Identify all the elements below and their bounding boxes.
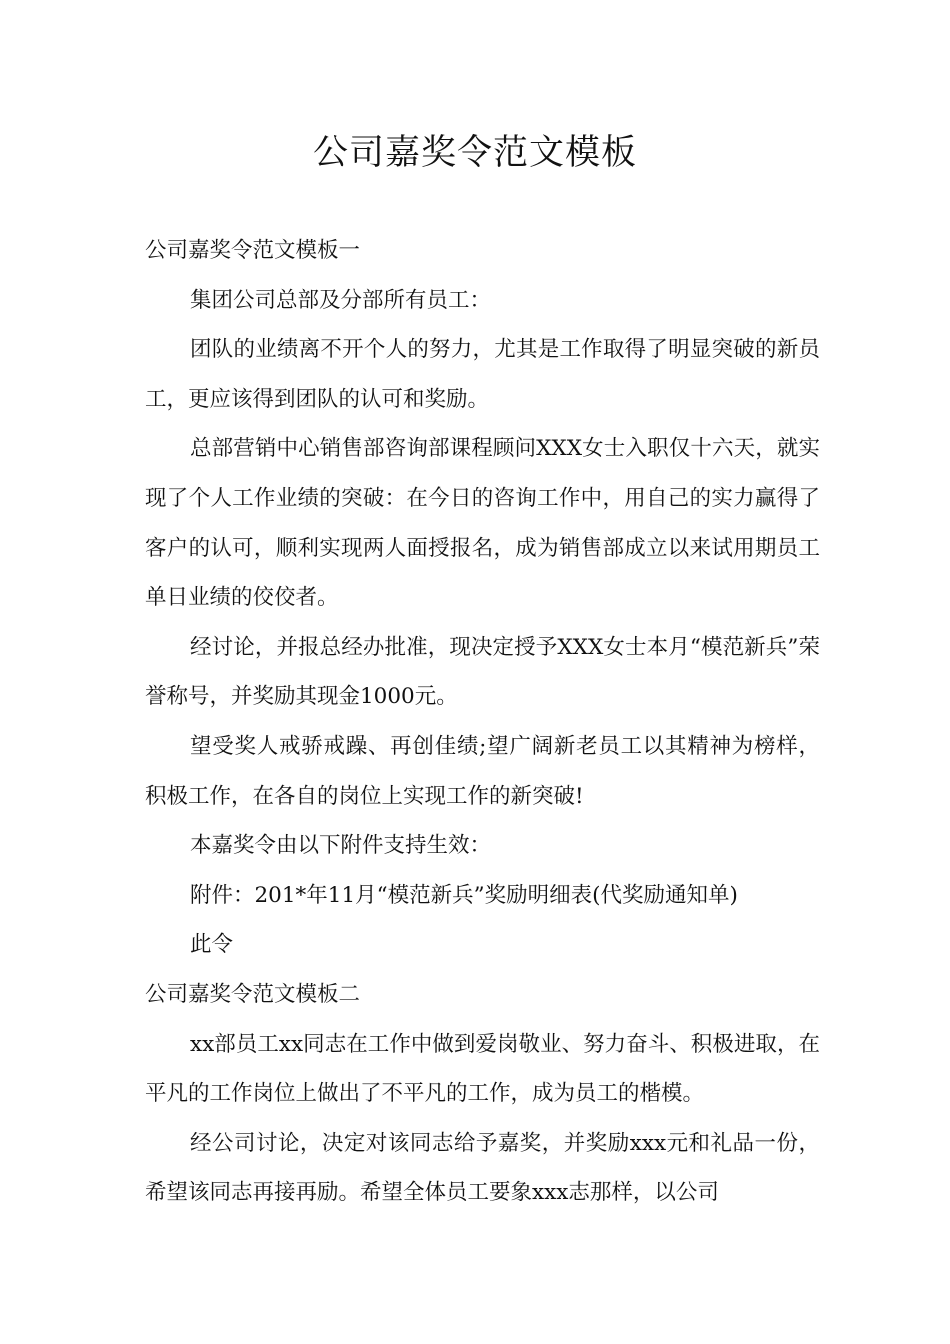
document-title: 公司嘉奖令范文模板 [312, 133, 637, 173]
section-heading-1: 公司嘉奖令范文模板一 [145, 238, 361, 263]
body-paragraph: 经讨论，并报总经办批准，现决定授予XXX女士本月“模范新兵”荣誉称号，并奖励其现金1000元。 [145, 634, 820, 710]
section-heading-2: 公司嘉奖令范文模板二 [145, 981, 361, 1007]
body-paragraph: 本嘉奖令由以下附件支持生效： [190, 833, 492, 859]
body-paragraph: 经公司讨论，决定对该同志给予嘉奖，并奖励xxx元和礼品一份，希望该同志再接再励。希望全体员工要象xxx志那样，以公司 [145, 1130, 820, 1206]
attachment-paragraph: 附件：201*年11月“模范新兵”奖励明细表(代奖励通知单) [190, 882, 738, 908]
document-body [145, 226, 820, 1218]
salutation-paragraph: 集团公司总部及分部所有员工： [190, 287, 492, 313]
body-paragraph: 望受奖人戒骄戒躁、再创佳绩;望广阔新老员工以其精神为榜样，积极工作，在各自的岗位上实现工作的新突破! [145, 733, 820, 809]
body-paragraph: xx部员工xx同志在工作中做到爱岗敬业、努力奋斗、积极进取，在平凡的工作岗位上做出了不平凡的工作，成为员工的楷模。 [145, 1031, 820, 1107]
body-paragraph: 总部营销中心销售部咨询部课程顾问XXX女士入职仅十六天，就实现了个人工作业绩的突破：在今日的咨询工作中，用自己的实力赢得了客户的认可，顺利实现两人面授报名，成为销售部成立以来试用期员工单日业绩的佼佼者。 [145, 436, 820, 611]
closing-paragraph: 此令 [190, 932, 234, 958]
body-paragraph: 团队的业绩离不开个人的努力，尤其是工作取得了明显突破的新员工，更应该得到团队的认可和奖励。 [145, 337, 820, 412]
